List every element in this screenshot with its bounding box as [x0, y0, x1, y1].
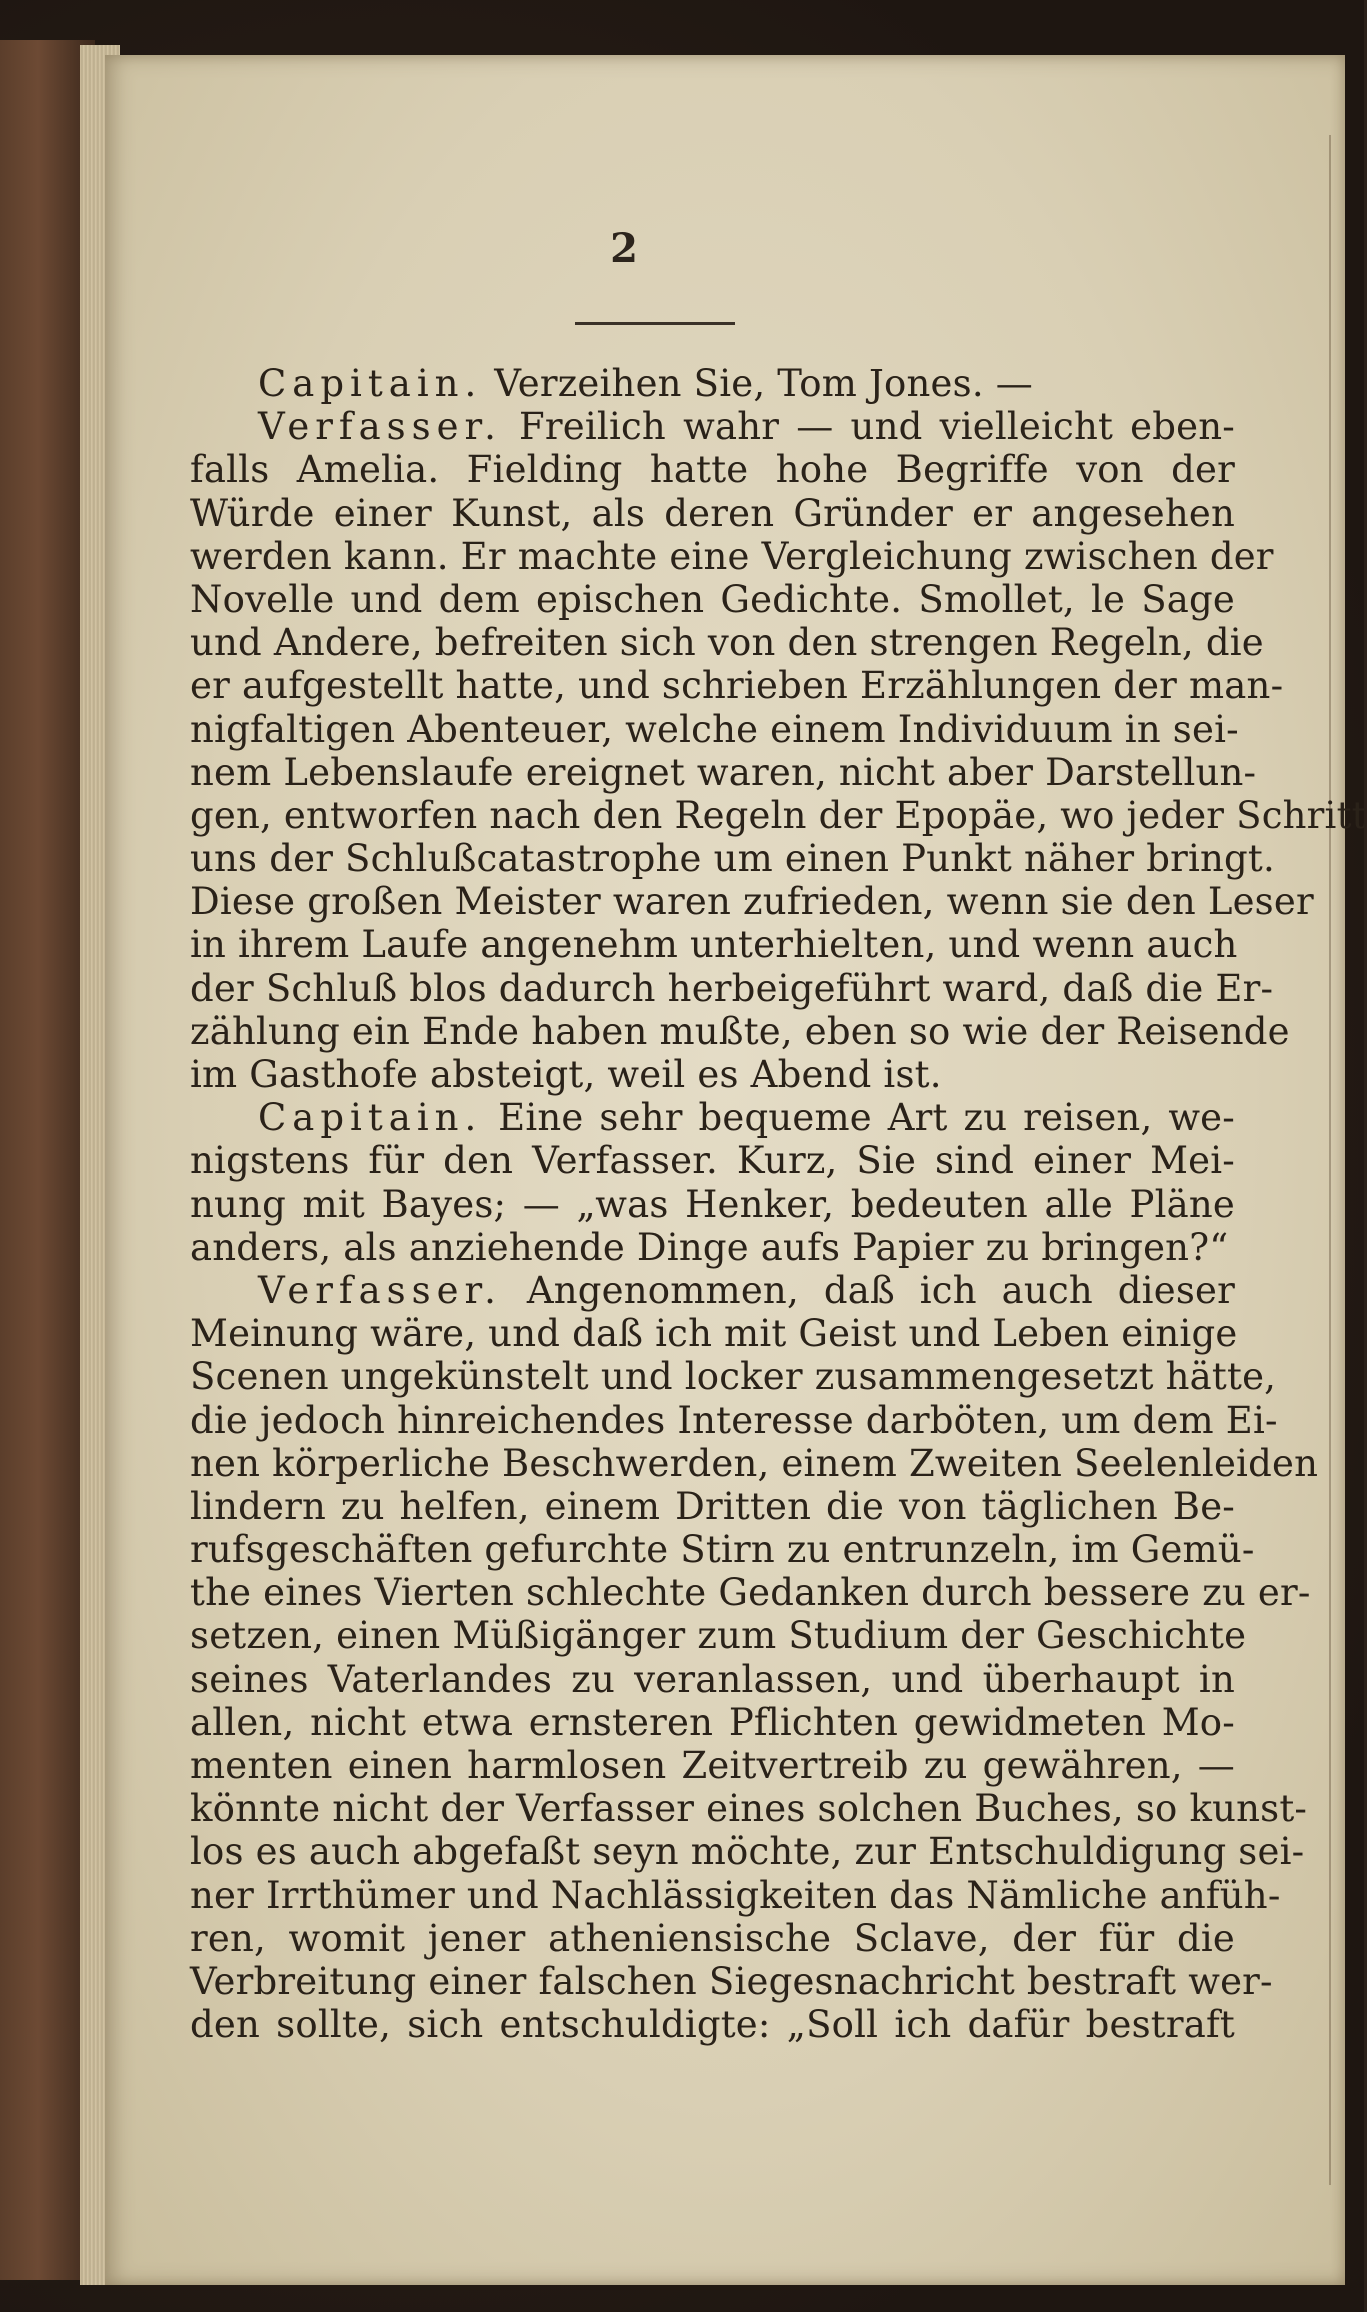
text-line [190, 664, 1284, 708]
text-line [190, 966, 1274, 1010]
line-text: falls Amelia. Fielding hatte hohe Begriffe von der [190, 448, 1235, 492]
text-line [190, 1009, 1290, 1053]
line-text: Verzeihen Sie, Tom Jones. — [494, 362, 1033, 405]
text-line [190, 793, 1367, 837]
line-text: lindern zu helfen, einem Dritten die von täglichen Be- [190, 1484, 1235, 1528]
text-line [190, 837, 1275, 881]
line-text: Angenommen, daß ich auch dieser [526, 1268, 1235, 1312]
text-line [190, 1226, 1235, 1269]
text-line [190, 1873, 1281, 1917]
speaker-name: Verfasser. [258, 1268, 502, 1312]
line-text: the eines Vierten schlechte Gedanken durch bessere zu er- [190, 1571, 1311, 1615]
line-text: werden kann. Er machte eine Vergleichung zwischen der [190, 534, 1274, 578]
line-text: ren, womit jener atheniensische Sclave, der für die [190, 1916, 1235, 1960]
text-line [190, 880, 1314, 924]
line-text: rufsgeschäften gefurchte Stirn zu entrunzeln, im Gemü- [190, 1528, 1255, 1572]
line-text: setzen, einen Müßigänger zum Studium der Geschichte [190, 1614, 1247, 1658]
text-line [190, 1139, 1235, 1182]
line-text: könnte nicht der Verfasser eines solchen Buches, so kunst- [190, 1787, 1308, 1831]
line-text: die jedoch hinreichendes Interesse darböten, um dem Ei- [190, 1398, 1278, 1442]
speaker-name: Capitain. [258, 1096, 483, 1140]
line-text: nen körperliche Beschwerden, einem Zweiten Seelenleiden [190, 1441, 1319, 1485]
page-number: 2 [610, 225, 638, 272]
line-text: uns der Schlußcatastrophe um einen Punkt näher bringt. [190, 837, 1275, 881]
line-text: und Andere, befreiten sich von den strengen Regeln, die [190, 621, 1264, 665]
text-line [190, 1614, 1247, 1658]
line-text: Scenen ungekünstelt und locker zusammengesetzt hätte, [190, 1355, 1277, 1399]
line-text: allen, nicht etwa ernsteren Pflichten gewidmeten Mo- [190, 1700, 1235, 1744]
text-line [190, 492, 1235, 535]
header-rule [575, 322, 735, 325]
line-text: Verbreitung einer falschen Siegesnachricht bestraft wer- [190, 1959, 1273, 2003]
line-text: Freilich wahr — und vielleicht eben- [519, 405, 1235, 449]
text-line [190, 1269, 1235, 1312]
text-line [190, 1787, 1308, 1831]
line-text: Novelle und dem epischen Gedichte. Smollet, le Sage [190, 577, 1235, 621]
text-line [190, 534, 1274, 578]
text-line [190, 1441, 1319, 1485]
text-line [190, 448, 1235, 491]
text-line [190, 1053, 1235, 1096]
line-text: nigstens für den Verfasser. Kurz, Sie sind einer Mei- [190, 1139, 1235, 1183]
text-line [190, 2003, 1235, 2046]
line-text: in ihrem Laufe angenehm unterhielten, und wenn auch [190, 923, 1238, 967]
text-line [190, 621, 1264, 665]
line-text: er aufgestellt hatte, und schrieben Erzählungen der man- [190, 664, 1284, 708]
line-text: im Gasthofe absteigt, weil es Abend ist. [190, 1053, 942, 1096]
text-line [190, 578, 1235, 621]
line-text: nem Lebenslaufe ereignet waren, nicht aber Darstellun- [190, 750, 1257, 794]
line-text: zählung ein Ende haben mußte, eben so wie der Reisende [190, 1009, 1290, 1053]
text-line [190, 1917, 1235, 1960]
line-text: den sollte, sich entschuldigte: „Soll ich dafür bestraft [190, 2003, 1235, 2047]
text-line [190, 1312, 1238, 1356]
text-line [190, 1528, 1255, 1572]
line-text: los es auch abgefaßt seyn möchte, zur Entschuldigung sei- [190, 1830, 1305, 1874]
text-line [190, 1701, 1235, 1744]
line-text: Würde einer Kunst, als deren Gründer er angesehen [190, 491, 1235, 535]
line-text: seines Vaterlandes zu veranlassen, und überhaupt in [190, 1657, 1235, 1701]
line-text: menten einen harmlosen Zeitvertreib zu gewähren, — [190, 1744, 1235, 1787]
text-line [190, 405, 1235, 448]
line-text: ner Irrthümer und Nachlässigkeiten das Nämliche anfüh- [190, 1873, 1281, 1917]
line-text: Diese großen Meister waren zufrieden, wenn sie den Leser [190, 880, 1314, 924]
text-line [190, 750, 1257, 794]
body-text [190, 362, 1367, 2047]
line-text: nigfaltigen Abenteuer, welche einem Individuum in sei- [190, 707, 1239, 751]
line-text: anders, als anziehende Dinge aufs Papier zu bringen?“ [190, 1225, 1229, 1269]
text-line [190, 1398, 1278, 1442]
text-line [190, 1744, 1235, 1787]
line-text: Meinung wäre, und daß ich mit Geist und Leben einige [190, 1312, 1238, 1356]
text-line [190, 362, 1235, 405]
page-fold-line [1329, 135, 1331, 2185]
text-line [190, 1183, 1235, 1226]
speaker-name: Capitain. [258, 362, 483, 405]
text-line [190, 1485, 1235, 1528]
text-line [190, 923, 1238, 967]
text-line [190, 1959, 1273, 2003]
speaker-name: Verfasser. [258, 405, 502, 449]
line-text: der Schluß blos dadurch herbeigeführt ward, daß die Er- [190, 966, 1274, 1010]
text-line [190, 1571, 1311, 1615]
text-line [190, 1658, 1235, 1701]
text-line [190, 1096, 1235, 1139]
text-line [190, 707, 1239, 751]
line-text: nung mit Bayes; — „was Henker, bedeuten alle Pläne [190, 1182, 1235, 1226]
line-text: Eine sehr bequeme Art zu reisen, we- [498, 1096, 1235, 1140]
text-line [190, 1355, 1277, 1399]
text-line [190, 1830, 1305, 1874]
line-text: gen, entworfen nach den Regeln der Epopäe, wo jeder Schritt [190, 793, 1367, 837]
